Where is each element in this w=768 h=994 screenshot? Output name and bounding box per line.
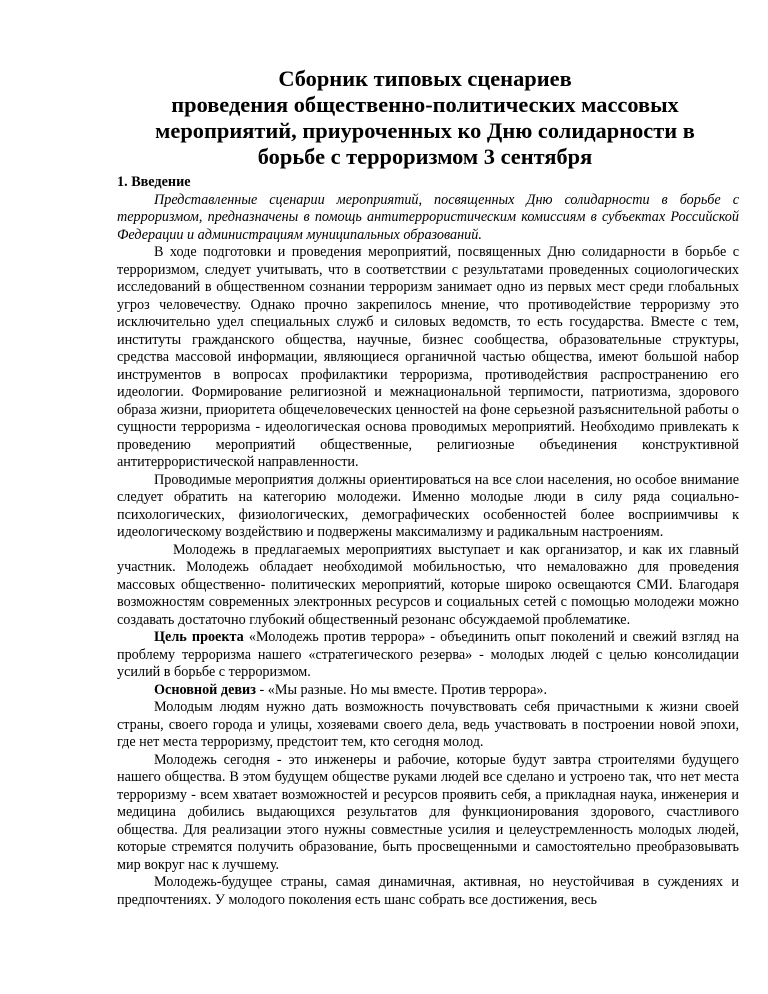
title-line: мероприятий, приуроченных ко Дню солидарности в	[155, 118, 695, 143]
motto-text: - «Мы разные. Но мы вместе. Против террора».	[255, 681, 548, 698]
goal-paragraph	[117, 629, 739, 682]
section-heading: 1. Введение	[117, 174, 191, 190]
paragraph: Молодежь в предлагаемых мероприятиях выступает и как организатор, и как их главный участник. Молодежь обладает необходимой мобильностью, что немаловажно для проведения массовых общественно- политических мероприятий, которые широко освещаются СМИ. Благодаря возможностям современных электронных ресурсов и социальных сетей с помощью молодежи можно создавать достаточно глубокий общественный резонанс обсуждаемой проблематике.	[117, 541, 739, 628]
paragraph: Молодежь сегодня - это инженеры и рабочие, которые будут завтра строителями будущего нашего общества. В этом будущем обществе руками людей все сделано и устроено так, что нет места терроризму - всем хватает возможностей и ресурсов проявить себя, а прикладная наука, инженерия и медицина добились выдающихся результатов для функционирования здорового, счастливого общества. Для реализации этого нужны совместные усилия и целеустремленность молодых людей, которые стремятся получить образование, быть просвещенными и самостоятельно преобразовывать мир вокруг нас к лучшему.	[117, 751, 739, 873]
paragraph: Молодежь-будущее страны, самая динамичная, активная, но неустойчивая в суждениях и предпочтениях. У молодого поколения есть шанс собрать все достижения, весь	[117, 874, 739, 908]
paragraph: Молодым людям нужно дать возможность почувствовать себя причастными к жизни своей страны, своего города и улицы, хозяевами своего дела, ведь участвовать в построении новой эпохи, где нет места терроризму, предстоит тем, кто сегодня молод.	[117, 699, 739, 750]
document-title	[100, 66, 750, 170]
paragraph: Проводимые мероприятия должны ориентироваться на все слои населения, но особое внимание следует обратить на категорию молодежи. Именно молодые люди в силу ряда социально-психологических, физиологических, демографических особенностей более восприимчивы к идеологическому воздействию и подвержены максимализму и радикальным настроениям.	[117, 471, 739, 540]
motto-label: Основной девиз	[154, 681, 256, 698]
document-body	[117, 174, 739, 909]
title-line: Сборник типовых сценариев	[278, 66, 572, 91]
motto-paragraph	[117, 682, 739, 700]
title-line: проведения общественно-политических массовых	[171, 92, 679, 117]
paragraph: В ходе подготовки и проведения мероприятий, посвященных Дню солидарности в борьбе с терроризмом, следует учитывать, что в соответствии с результатами проведенных социологических исследований в общественном сознании терроризм занимает одно из первых мест среди глобальных угроз человечеству. Однако прочно закрепилось мнение, что противодействие терроризму это исключительно удел специальных служб и силовых ведомств, то есть государства. Вместе с тем, институты гражданского общества, научные, бизнес сообщества, образовательные структуры, средства массовой информации, являющиеся органичной частью общества, имеют большой набор инструментов в вопросах профилактики терроризма, противодействия распространению его идеологии. Формирование религиозной и межнациональной терпимости, патриотизма, здорового образа жизни, приоритета общечеловеческих ценностей на фоне серьезной разъяснительной работы о сущности терроризма - идеологическая основа проводимых мероприятий. Необходимо привлекать к проведению мероприятий общественные, религиозные объединения конструктивной антитеррористической направленности.	[117, 244, 739, 470]
title-line: борьбе с терроризмом 3 сентября	[257, 144, 593, 169]
goal-text: «Молодежь против террора» - объединить опыт поколений и свежий взгляд на проблему терроризма нашего «стратегического резерва» - молодых людей с целью консолидации усилий в борьбе с терроризмом.	[117, 629, 739, 680]
goal-label: Цель проекта	[154, 629, 244, 645]
intro-paragraph: Представленные сценарии мероприятий, посвященных Дню солидарности в борьбе с терроризмом, предназначены в помощь антитеррористическим комиссиям в субъектах Российской Федерации и администрациям муниципальных образований.	[117, 191, 739, 243]
